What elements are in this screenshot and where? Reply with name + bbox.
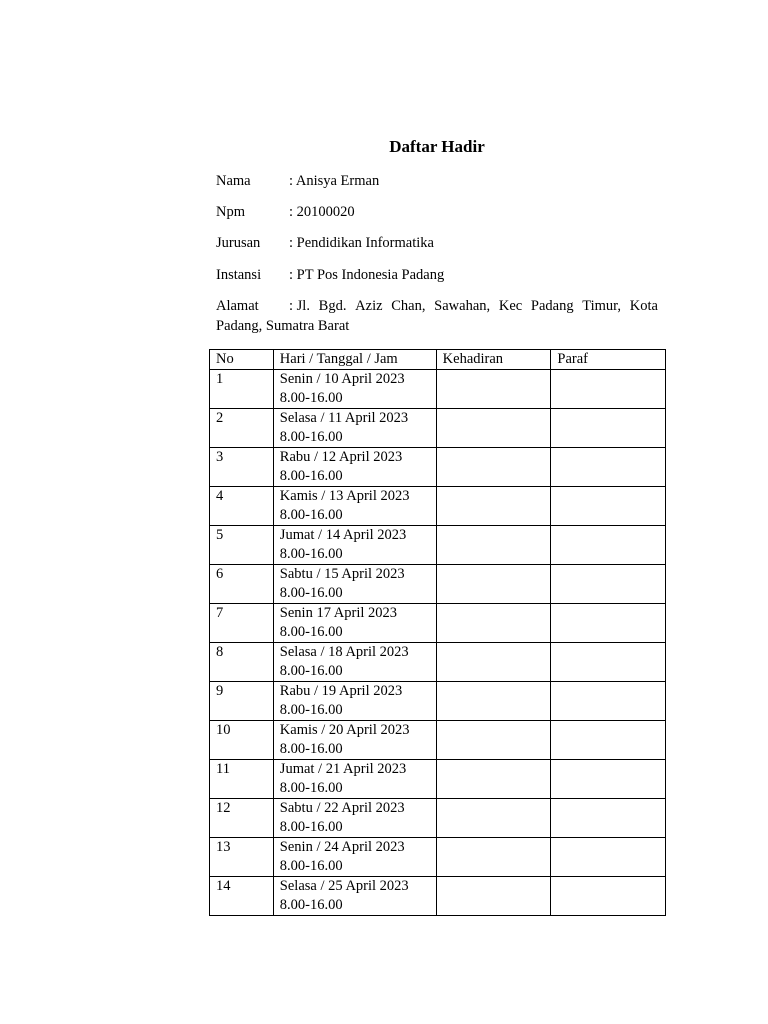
- table-row: [210, 409, 666, 448]
- header-date: Hari / Tanggal / Jam: [273, 350, 436, 370]
- header-signature: Paraf: [551, 350, 666, 370]
- cell-no: 1: [210, 370, 274, 409]
- cell-attendance: [436, 643, 551, 682]
- cell-date: [273, 682, 436, 721]
- cell-time: 8.00-16.00: [279, 897, 343, 913]
- cell-date: [273, 721, 436, 760]
- cell-signature: [551, 760, 666, 799]
- field-nama: [216, 171, 379, 191]
- address-word: Kec: [498, 298, 523, 314]
- cell-day: Rabu / 19 April 2023: [279, 683, 403, 699]
- cell-day: Selasa / 18 April 2023: [279, 644, 409, 660]
- table-row: [210, 565, 666, 604]
- cell-day: Jumat / 14 April 2023: [279, 527, 407, 543]
- address-word: Timur,: [582, 298, 622, 314]
- cell-date: [273, 409, 436, 448]
- field-nama-label: Nama: [216, 173, 251, 189]
- cell-attendance: [436, 682, 551, 721]
- cell-day: Senin 17 April 2023: [279, 605, 398, 621]
- cell-day: Senin / 24 April 2023: [279, 839, 405, 855]
- cell-day: Senin / 10 April 2023: [279, 371, 405, 387]
- cell-no: 7: [210, 604, 274, 643]
- field-instansi-value: : PT Pos Indonesia Padang: [289, 267, 445, 283]
- table-row: [210, 799, 666, 838]
- cell-no: 13: [210, 838, 274, 877]
- address-word: Padang: [530, 298, 574, 314]
- table-row: [210, 487, 666, 526]
- cell-time: 8.00-16.00: [279, 780, 343, 796]
- cell-signature: [551, 409, 666, 448]
- cell-date: [273, 487, 436, 526]
- field-jurusan-label: Jurusan: [216, 235, 261, 251]
- address-word: Bgd.: [318, 298, 347, 314]
- cell-date: [273, 838, 436, 877]
- cell-attendance: [436, 838, 551, 877]
- table-row: [210, 682, 666, 721]
- cell-no: 2: [210, 409, 274, 448]
- cell-day: Rabu / 12 April 2023: [279, 449, 403, 465]
- cell-signature: [551, 721, 666, 760]
- cell-attendance: [436, 760, 551, 799]
- cell-attendance: [436, 565, 551, 604]
- cell-attendance: [436, 721, 551, 760]
- cell-no: 3: [210, 448, 274, 487]
- field-npm-value: : 20100020: [289, 204, 355, 220]
- cell-day: Kamis / 13 April 2023: [279, 488, 410, 504]
- cell-no: 6: [210, 565, 274, 604]
- cell-attendance: [436, 799, 551, 838]
- cell-time: 8.00-16.00: [279, 624, 343, 640]
- cell-date: [273, 448, 436, 487]
- page-title: Daftar Hadir: [389, 137, 485, 156]
- cell-attendance: [436, 877, 551, 916]
- cell-day: Kamis / 20 April 2023: [279, 722, 410, 738]
- cell-no: 12: [210, 799, 274, 838]
- cell-time: 8.00-16.00: [279, 741, 343, 757]
- header-attendance: Kehadiran: [436, 350, 551, 370]
- cell-time: 8.00-16.00: [279, 507, 343, 523]
- address-word: Aziz: [355, 298, 383, 314]
- cell-signature: [551, 838, 666, 877]
- cell-signature: [551, 487, 666, 526]
- cell-day: Jumat / 21 April 2023: [279, 761, 407, 777]
- cell-time: 8.00-16.00: [279, 663, 343, 679]
- cell-time: 8.00-16.00: [279, 546, 343, 562]
- field-instansi-label: Instansi: [216, 267, 262, 283]
- cell-attendance: [436, 604, 551, 643]
- cell-signature: [551, 682, 666, 721]
- field-jurusan: [216, 233, 434, 253]
- cell-attendance: [436, 448, 551, 487]
- field-npm: [216, 202, 355, 222]
- table-row: [210, 877, 666, 916]
- cell-date: [273, 565, 436, 604]
- cell-time: 8.00-16.00: [279, 819, 343, 835]
- table-row: [210, 838, 666, 877]
- cell-signature: [551, 799, 666, 838]
- address-word: Sawahan,: [434, 298, 491, 314]
- field-instansi: [216, 265, 444, 285]
- cell-time: 8.00-16.00: [279, 390, 343, 406]
- cell-attendance: [436, 370, 551, 409]
- cell-time: 8.00-16.00: [279, 702, 343, 718]
- cell-no: 14: [210, 877, 274, 916]
- cell-date: [273, 370, 436, 409]
- cell-day: Sabtu / 22 April 2023: [279, 800, 405, 816]
- field-nama-value: : Anisya Erman: [289, 173, 380, 189]
- cell-date: [273, 760, 436, 799]
- table-row: [210, 526, 666, 565]
- cell-signature: [551, 448, 666, 487]
- cell-signature: [551, 877, 666, 916]
- cell-signature: [551, 565, 666, 604]
- cell-no: 8: [210, 643, 274, 682]
- cell-no: 4: [210, 487, 274, 526]
- table-body: [210, 370, 666, 916]
- cell-date: [273, 526, 436, 565]
- table-row: [210, 448, 666, 487]
- cell-no: 5: [210, 526, 274, 565]
- table-row: [210, 643, 666, 682]
- cell-no: 11: [210, 760, 274, 799]
- cell-time: 8.00-16.00: [279, 858, 343, 874]
- table-row: [210, 604, 666, 643]
- table-row: [210, 370, 666, 409]
- cell-signature: [551, 526, 666, 565]
- cell-date: [273, 877, 436, 916]
- cell-signature: [551, 643, 666, 682]
- cell-time: 8.00-16.00: [279, 429, 343, 445]
- address-word: Chan,: [391, 298, 426, 314]
- address-word: : Jl.: [289, 298, 310, 314]
- cell-time: 8.00-16.00: [279, 585, 343, 601]
- cell-no: 10: [210, 721, 274, 760]
- table-row: [210, 760, 666, 799]
- cell-date: [273, 604, 436, 643]
- cell-attendance: [436, 526, 551, 565]
- cell-day: Selasa / 25 April 2023: [279, 878, 409, 894]
- address-first-word: [216, 296, 310, 316]
- address-word: Kota: [629, 298, 658, 314]
- address-line-2: Padang, Sumatra Barat: [216, 318, 350, 334]
- cell-signature: [551, 370, 666, 409]
- field-alamat: [216, 296, 658, 336]
- table-header-row: [210, 350, 666, 370]
- header-no: No: [210, 350, 274, 370]
- field-npm-label: Npm: [216, 204, 245, 220]
- cell-date: [273, 799, 436, 838]
- cell-day: Selasa / 11 April 2023: [279, 410, 409, 426]
- cell-time: 8.00-16.00: [279, 468, 343, 484]
- address-line-1: [216, 296, 658, 316]
- cell-date: [273, 643, 436, 682]
- table-row: [210, 721, 666, 760]
- field-alamat-label: Alamat: [216, 298, 259, 314]
- field-jurusan-value: : Pendidikan Informatika: [289, 235, 434, 251]
- attendance-table: [209, 349, 666, 916]
- cell-no: 9: [210, 682, 274, 721]
- cell-day: Sabtu / 15 April 2023: [279, 566, 405, 582]
- cell-signature: [551, 604, 666, 643]
- cell-attendance: [436, 487, 551, 526]
- cell-attendance: [436, 409, 551, 448]
